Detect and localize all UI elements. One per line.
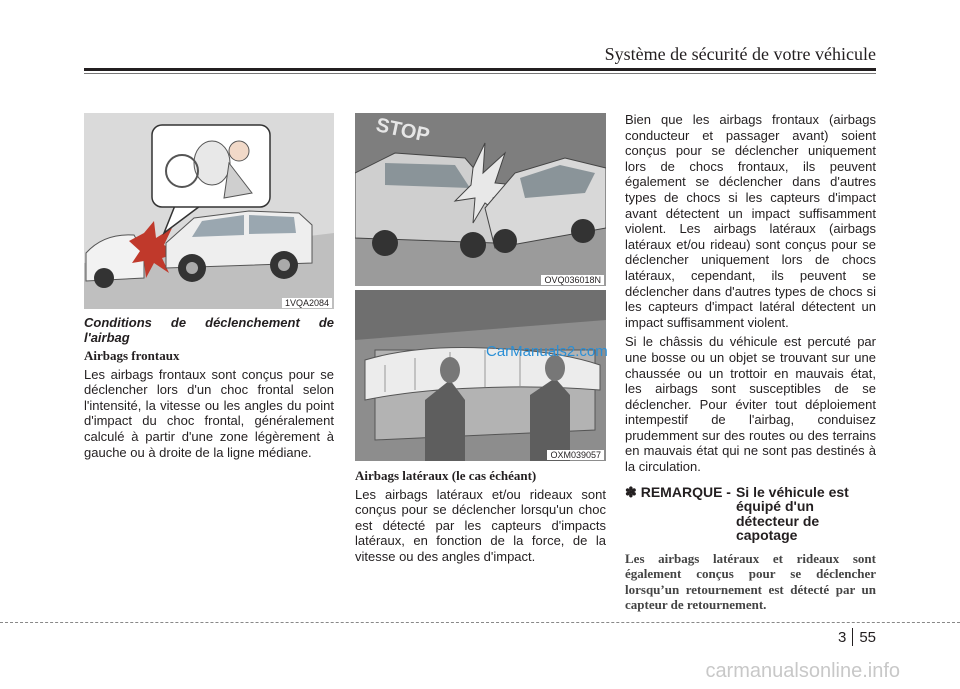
curtain-airbag-drawing <box>355 290 606 461</box>
remark-heading <box>625 485 876 543</box>
side-crash-drawing <box>355 113 606 286</box>
page-number-separator <box>852 628 853 646</box>
subheading-frontal: Airbags frontaux <box>84 348 180 363</box>
figure-code: 1VQA2084 <box>282 298 332 308</box>
curtain-airbag-illustration <box>355 290 606 461</box>
chapter-number: 3 <box>837 628 847 646</box>
page-number-value: 55 <box>859 628 876 646</box>
remark-body: Les airbags latéraux et rideaux sont également conçus pour se déclencher lorsqu’un retournement est détecté par un capteur de retournement. <box>625 550 876 613</box>
footer-watermark: carmanualsonline.info <box>705 660 900 682</box>
column-general <box>625 112 876 613</box>
stop-text: STOP <box>373 114 432 147</box>
site-watermark: CarManuals2.com <box>486 343 608 360</box>
subheading-side: Airbags latéraux (le cas échéant) <box>355 468 537 483</box>
paragraph: Si le châssis du véhicule est percuté par une bosse ou un objet se trouvant sur une chaussée ou un trottoir en mauvais état, les airbags sont susceptibles de se déclencher. Pour éviter tout déploiement intempestif de l'airbag, conduisez prudemment sur des routes ou des terrains en mauvais état qui ne sont pas destinés à la circulation. <box>625 334 876 475</box>
figure-code: OVQ036018N <box>541 275 604 285</box>
figure-code: OXM039057 <box>547 450 604 460</box>
paragraph: Les airbags frontaux sont conçus pour se déclencher lors d'un choc frontal selon l'intensité, la vitesse ou les angles du point d'impact du choc frontal, généralement calculé à partir d'une zone légèrement à gauche ou à droite de la ligne médiane. <box>84 366 334 460</box>
header-rule <box>84 68 876 71</box>
side-crash-illustration <box>355 113 606 286</box>
page-number <box>838 628 876 646</box>
paragraph: Les airbags latéraux et/ou rideaux sont conçus pour se déclencher lorsqu'un choc est détecté par les capteurs d'impacts latéraux, en fonction de la force, de la vitesse ou des angles d'impact. <box>355 486 606 564</box>
column-side-airbags <box>355 468 606 569</box>
remark-label: REMARQUE - <box>640 483 731 500</box>
remark-symbol-icon: ✽ <box>625 483 637 500</box>
remark-subject: Si le véhicule est équipé d'un détecteur de capotage <box>735 483 849 544</box>
column-frontal-airbags <box>84 315 334 464</box>
frontal-crash-drawing <box>84 113 334 309</box>
page-header-title: Système de sécurité de votre véhicule <box>604 44 876 64</box>
frontal-crash-illustration <box>84 113 334 309</box>
footer-rule <box>0 622 960 623</box>
paragraph: Bien que les airbags frontaux (airbags conducteur et passager avant) soient conçus pour se déclencher uniquement lors de chocs frontaux, ils peuvent également se déclencher dans d'autres types de chocs si les capteurs d'impact avant détectent un impact suffisamment violent. Les airbags latéraux (airbags latéraux et/ou rideau) sont conçus pour se déclencher uniquement lors de chocs latéraux, cependant, ils peuvent se déclencher dans d'autres types de chocs si les capteurs d'impact latéral détectent un impact suffisamment violent. <box>625 112 876 330</box>
header-rule-thin <box>84 73 876 74</box>
section-title: Conditions de déclenchement de l'airbag <box>84 315 334 345</box>
